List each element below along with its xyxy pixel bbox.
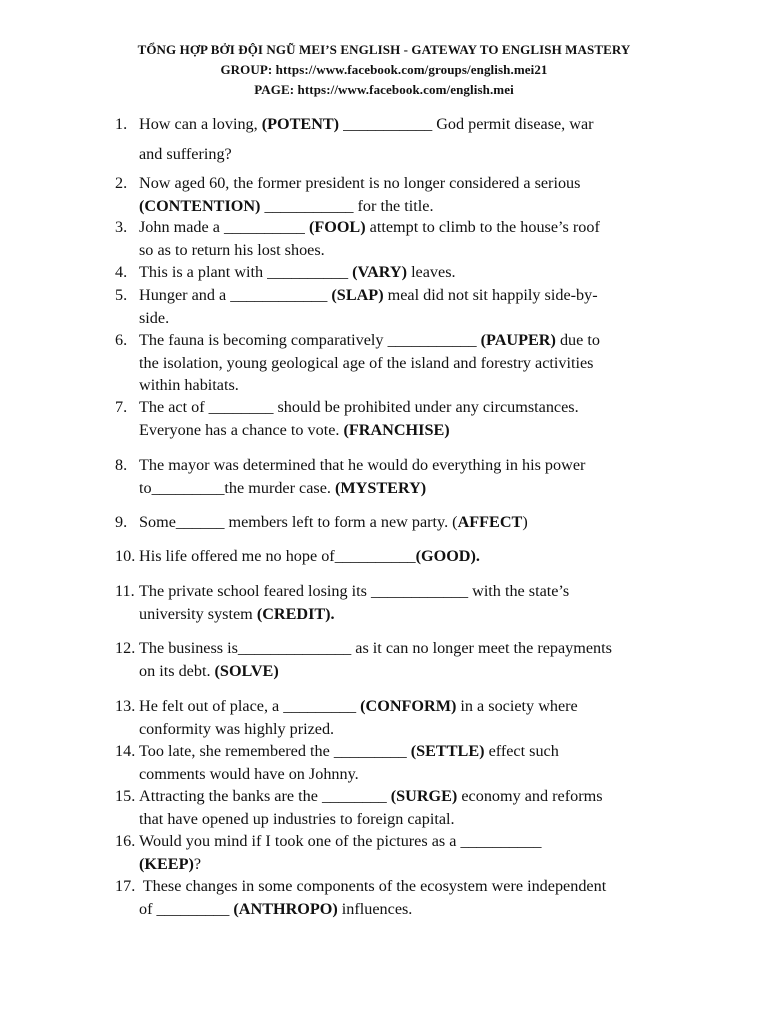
question-1-continued [115,143,675,166]
question-3 [115,216,675,261]
question-text: How can a loving, [139,115,262,133]
word-hint: (CREDIT). [256,604,335,623]
header-page-link: PAGE: https://www.facebook.com/english.mei [254,82,514,97]
question-text: to_________the murder case. [139,478,335,497]
question-10 [115,545,675,568]
word-hint: (SOLVE) [214,661,279,680]
word-hint: (POTENT) [261,115,340,133]
question-number: 7. [115,398,128,416]
question-text: attempt to climb to the house’s roof [365,218,600,236]
question-text: Too late, she remembered the _________ [139,742,411,760]
question-16 [115,830,675,875]
word-hint: (SURGE) [390,787,458,805]
question-15 [115,785,675,830]
document-header [0,40,768,100]
question-number: 4. [115,263,128,281]
question-number: 11. [115,582,135,600]
question-text: The business is______________ as it can no longer meet the repayments [139,639,612,657]
question-text: The act of ________ should be prohibited under any circumstances. [139,398,579,416]
word-hint: (KEEP) [139,854,194,873]
question-text: ) [522,513,528,531]
question-text: influences. [337,899,413,918]
question-text: economy and reforms [457,787,603,805]
question-number: 16. [115,832,136,850]
question-text: the isolation, young geological age of the island and forestry activities [139,353,594,372]
word-hint: (FRANCHISE) [343,420,450,439]
header-title: TỔNG HỢP BỞI ĐỘI NGŨ MEI’S ENGLISH - GATEWAY TO ENGLISH MASTERY [137,42,631,57]
question-text: due to [555,331,600,349]
question-12 [115,637,675,682]
question-text: within habitats. [139,376,239,394]
question-number: 8. [115,456,128,474]
question-number: 1. [115,115,128,133]
word-hint: (ANTHROPO) [233,899,338,918]
word-hint: (PAUPER) [480,331,556,349]
word-hint: (SLAP) [331,286,384,304]
question-text: The private school feared losing its ____________ with the state’s [139,582,570,600]
question-text: John made a __________ [139,218,309,236]
question-text: Hunger and a ____________ [139,286,332,304]
question-14 [115,740,675,785]
question-text: meal did not sit happily side-by- [383,286,598,304]
question-2 [115,172,675,217]
question-number: 10. [115,547,136,565]
question-text: comments would have on Johnny. [139,764,359,783]
question-text: He felt out of place, a _________ [139,697,361,715]
question-text: Everyone has a chance to vote. [139,420,344,439]
question-number: 13. [115,697,136,715]
question-text: Now aged 60, the former president is no longer considered a serious [139,174,581,192]
word-hint: AFFECT [457,513,523,531]
question-4 [115,261,675,284]
question-text: and suffering? [139,145,232,163]
question-number: 14. [115,742,136,760]
question-number: 15. [115,787,136,805]
question-text: These changes in some components of the ecosystem were independent [139,877,607,895]
question-text: so as to return his lost shoes. [139,240,325,259]
question-7 [115,396,675,441]
question-text: The fauna is becoming comparatively ___________ [139,331,481,349]
header-group-link: GROUP: https://www.facebook.com/groups/english.mei21 [220,62,548,77]
word-hint: (GOOD). [415,547,480,565]
question-text: that have opened up industries to foreign capital. [139,809,455,828]
question-number: 2. [115,174,128,192]
question-text: effect such [484,742,559,760]
question-text: His life offered me no hope of__________ [139,547,416,565]
question-8 [115,454,675,499]
question-text: university system [139,604,257,623]
question-text: This is a plant with __________ [139,263,353,281]
question-text: leaves. [407,263,456,281]
question-number: 3. [115,218,128,236]
word-hint: (MYSTERY) [335,478,427,497]
word-hint: (VARY) [352,263,408,281]
question-number: 5. [115,286,128,304]
question-9 [115,511,675,534]
question-5 [115,284,675,329]
question-number: 6. [115,331,128,349]
question-text: ___________ for the title. [260,196,434,215]
question-number: 17. [115,877,136,895]
question-text: The mayor was determined that he would do everything in his power [139,456,586,474]
word-hint: (CONFORM) [360,697,457,715]
question-text: on its debt. [139,661,215,680]
question-text: ? [193,854,202,873]
question-6 [115,329,675,397]
question-11 [115,580,675,625]
question-number: 12. [115,639,136,657]
question-text: conformity was highly prized. [139,719,335,738]
question-text: in a society where [456,697,578,715]
question-13 [115,695,675,740]
question-1 [115,113,675,136]
question-17 [115,875,675,920]
question-text: Would you mind if I took one of the pictures as a __________ [139,832,542,850]
word-hint: (SETTLE) [410,742,485,760]
question-number: 9. [115,513,128,531]
question-text: of _________ [139,899,234,918]
word-hint: (FOOL) [308,218,366,236]
question-text: Attracting the banks are the ________ [139,787,391,805]
question-text: Some______ members left to form a new party. ( [139,513,458,531]
word-hint: (CONTENTION) [139,196,261,215]
question-text: ___________ God permit disease, war [339,115,594,133]
question-text: side. [139,308,170,327]
